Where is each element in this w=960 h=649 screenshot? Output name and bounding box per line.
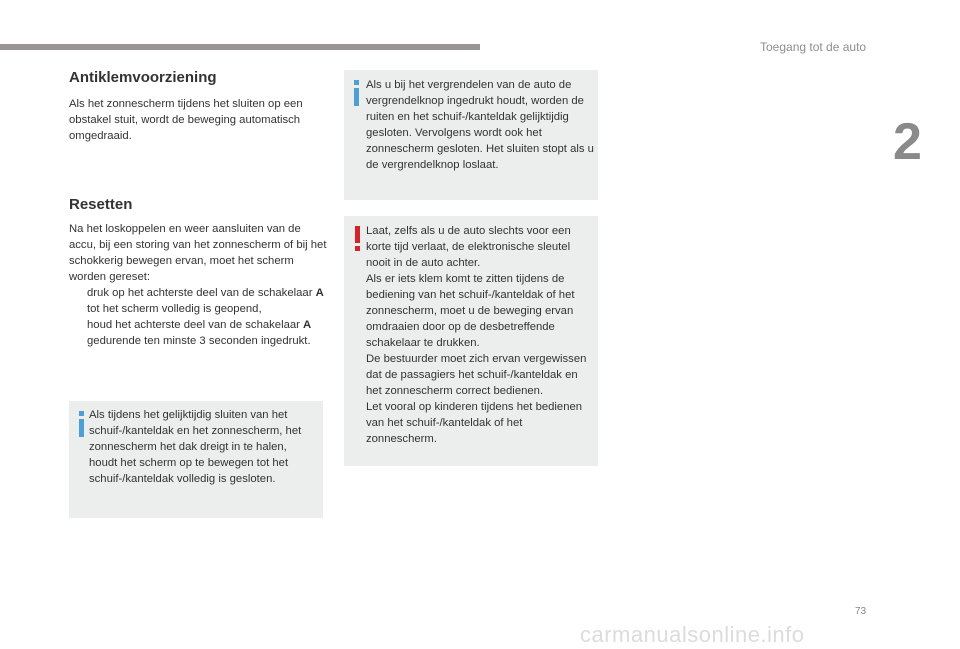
section-label: Toegang tot de auto: [760, 40, 867, 54]
watermark: carmanualsonline.info: [580, 622, 805, 647]
info-box-vergrendelen: [344, 70, 598, 200]
paragraph-resetten: [69, 221, 327, 349]
paragraph-resetten-text: Na het loskoppelen en weer aansluiten van de accu, bij een storing van het zonnescherm of bij het schokkerig bewegen ervan, moet het scherm worden gereset:: [69, 223, 327, 283]
page-number: 73: [855, 606, 867, 617]
paragraph-antiklem-text: Als het zonnescherm tijdens het sluiten op een obstakel stuit, wordt de beweging automatisch omgedraaid.: [69, 98, 303, 142]
info-box-text: Als tijdens het gelijktijdig sluiten van het schuif-/kanteldak en het zonnescherm, het zonnescherm het dak dreigt in te halen, houdt het scherm op te bewegen tot het schuif-/kanteldak volledig is gesloten.: [89, 409, 302, 485]
bullet-item-2: houd het achterste deel van de schakelaar A gedurende ten minste 3 seconden ingedrukt.: [87, 319, 312, 347]
paragraph-antiklem: [69, 96, 324, 144]
info-box-text: Als u bij het vergrendelen van de auto de vergrendelknop ingedrukt houdt, worden de ruiten en het schuif-/kanteldak gelijktijdig gesloten. Vervolgens wordt ook het zonnescherm gesloten. Het sluiten stopt als u de vergrendelknop loslaat.: [366, 79, 594, 171]
heading-resetten: Resetten: [69, 196, 133, 213]
warning-paragraph-4: Let vooral op kinderen tijdens het bedienen van het schuif-/kanteldak of het zonnescherm.: [366, 401, 583, 445]
warning-paragraph-2: Als er iets klem komt te zitten tijdens de bediening van het schuif-/kanteldak of het zonnescherm, moet u de beweging ervan omdraaien door op de desbetreffende schakelaar te drukken.: [366, 273, 575, 349]
warning-paragraph-1: Laat, zelfs als u de auto slechts voor een korte tijd verlaat, de elektronische sleutel nooit in de auto achter.: [366, 225, 571, 269]
warning-box: [344, 216, 598, 466]
warning-paragraph-3: De bestuurder moet zich ervan vergewissen dat de passagiers het schuif-/kanteldak en het zonnescherm correct bedienen.: [366, 353, 587, 397]
header-bar: [0, 44, 480, 50]
chapter-number: 2: [893, 113, 922, 171]
bullet-item-1: druk op het achterste deel van de schakelaar A tot het scherm volledig is geopend,: [87, 287, 324, 315]
info-box-zonnescherm: [69, 401, 323, 518]
heading-antiklemvoorziening: Antiklemvoorziening: [69, 69, 217, 86]
warning-box-text: [366, 223, 596, 447]
